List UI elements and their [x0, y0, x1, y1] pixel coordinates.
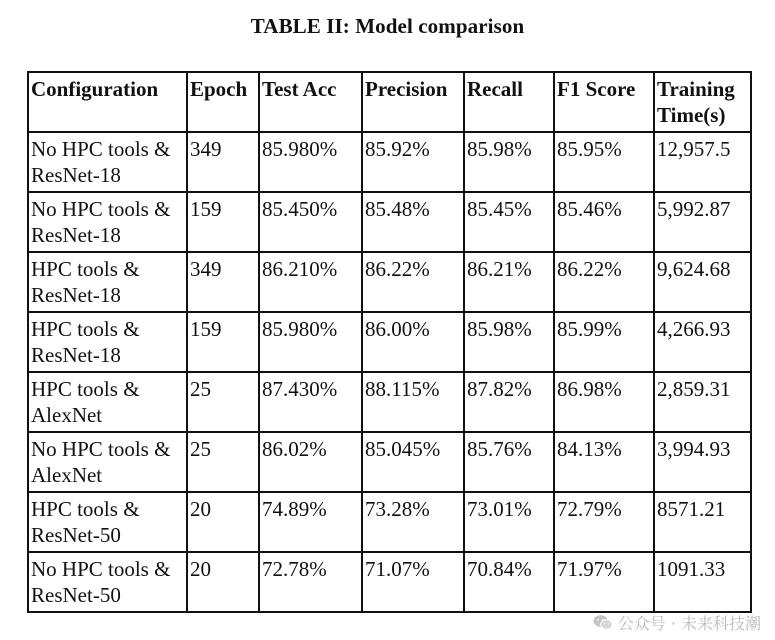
wechat-icon — [593, 614, 613, 631]
watermark-text: 公众号 · 未来科技潮 — [617, 614, 761, 633]
table-row — [28, 432, 751, 492]
cell-configuration: No HPC tools & AlexNet — [28, 432, 187, 492]
cell-recall: 86.21% — [464, 252, 554, 312]
cell-configuration: HPC tools & ResNet-18 — [28, 312, 187, 372]
cell-training-time: 4,266.93 — [654, 312, 751, 372]
cell-precision: 88.115% — [362, 372, 464, 432]
model-comparison-table — [27, 71, 752, 613]
cell-precision: 86.22% — [362, 252, 464, 312]
cell-recall: 73.01% — [464, 492, 554, 552]
cell-f1-score: 86.98% — [554, 372, 654, 432]
cell-precision: 86.00% — [362, 312, 464, 372]
cell-f1-score: 72.79% — [554, 492, 654, 552]
cell-precision: 85.92% — [362, 132, 464, 192]
cell-precision: 71.07% — [362, 552, 464, 612]
cell-precision: 85.045% — [362, 432, 464, 492]
header-configuration: Configuration — [28, 72, 187, 132]
cell-test-acc: 86.210% — [259, 252, 362, 312]
header-test-acc: Test Acc — [259, 72, 362, 132]
cell-epoch: 349 — [187, 252, 259, 312]
cell-epoch: 20 — [187, 552, 259, 612]
cell-f1-score: 71.97% — [554, 552, 654, 612]
table-row — [28, 252, 751, 312]
cell-f1-score: 85.95% — [554, 132, 654, 192]
cell-recall: 85.98% — [464, 132, 554, 192]
cell-recall: 70.84% — [464, 552, 554, 612]
cell-epoch: 159 — [187, 312, 259, 372]
cell-recall: 85.45% — [464, 192, 554, 252]
cell-epoch: 25 — [187, 432, 259, 492]
header-f1-score: F1 Score — [554, 72, 654, 132]
cell-configuration: No HPC tools & ResNet-18 — [28, 132, 187, 192]
cell-configuration: No HPC tools & ResNet-50 — [28, 552, 187, 612]
table-header-row — [28, 72, 751, 132]
cell-training-time: 12,957.5 — [654, 132, 751, 192]
header-epoch: Epoch — [187, 72, 259, 132]
cell-test-acc: 72.78% — [259, 552, 362, 612]
header-training-time: Training Time(s) — [654, 72, 751, 132]
cell-training-time: 9,624.68 — [654, 252, 751, 312]
cell-recall: 85.76% — [464, 432, 554, 492]
table-row — [28, 192, 751, 252]
cell-training-time: 1091.33 — [654, 552, 751, 612]
table-caption: TABLE II: Model comparison — [250, 14, 525, 38]
cell-configuration: No HPC tools & ResNet-18 — [28, 192, 187, 252]
cell-training-time: 8571.21 — [654, 492, 751, 552]
watermark — [593, 611, 761, 634]
header-precision: Precision — [362, 72, 464, 132]
cell-configuration: HPC tools & ResNet-18 — [28, 252, 187, 312]
table-row — [28, 492, 751, 552]
cell-training-time: 2,859.31 — [654, 372, 751, 432]
cell-configuration: HPC tools & ResNet-50 — [28, 492, 187, 552]
cell-epoch: 25 — [187, 372, 259, 432]
cell-test-acc: 85.450% — [259, 192, 362, 252]
cell-f1-score: 85.99% — [554, 312, 654, 372]
cell-test-acc: 86.02% — [259, 432, 362, 492]
cell-epoch: 159 — [187, 192, 259, 252]
cell-configuration: HPC tools & AlexNet — [28, 372, 187, 432]
cell-test-acc: 87.430% — [259, 372, 362, 432]
table-row — [28, 552, 751, 612]
cell-f1-score: 86.22% — [554, 252, 654, 312]
cell-precision: 73.28% — [362, 492, 464, 552]
cell-test-acc: 85.980% — [259, 132, 362, 192]
cell-training-time: 5,992.87 — [654, 192, 751, 252]
cell-epoch: 20 — [187, 492, 259, 552]
cell-recall: 85.98% — [464, 312, 554, 372]
table-row — [28, 132, 751, 192]
cell-precision: 85.48% — [362, 192, 464, 252]
cell-recall: 87.82% — [464, 372, 554, 432]
table-row — [28, 372, 751, 432]
header-recall: Recall — [464, 72, 554, 132]
cell-f1-score: 85.46% — [554, 192, 654, 252]
table-row — [28, 312, 751, 372]
cell-test-acc: 74.89% — [259, 492, 362, 552]
cell-training-time: 3,994.93 — [654, 432, 751, 492]
cell-epoch: 349 — [187, 132, 259, 192]
cell-test-acc: 85.980% — [259, 312, 362, 372]
cell-f1-score: 84.13% — [554, 432, 654, 492]
